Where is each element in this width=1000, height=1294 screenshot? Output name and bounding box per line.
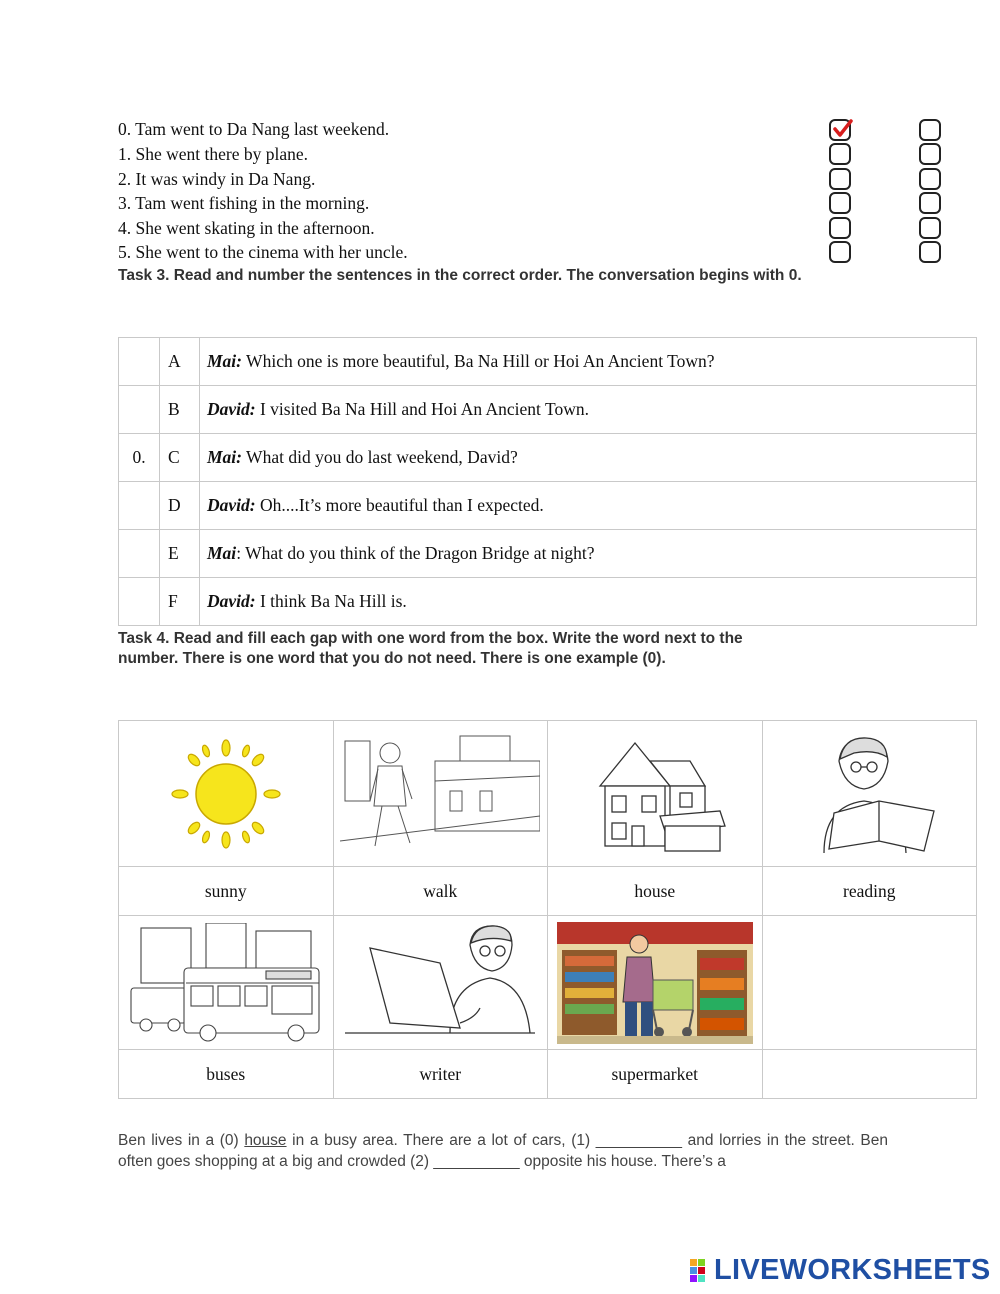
speaker: David:	[207, 495, 256, 515]
line-text: I think Ba Na Hill is.	[255, 591, 407, 611]
picture-cell	[119, 721, 334, 867]
order-input-b[interactable]	[119, 386, 160, 434]
checkbox-no-4[interactable]	[919, 217, 941, 239]
speaker: David:	[207, 399, 256, 419]
checkbox-no-2[interactable]	[919, 168, 941, 190]
row-letter: F	[160, 578, 200, 626]
speaker: Mai:	[207, 447, 242, 467]
line-text: Which one is more beautiful, Ba Na Hill or Hoi An Ancient Town?	[242, 351, 715, 371]
checkbox-yes-1[interactable]	[829, 143, 851, 165]
row-letter: B	[160, 386, 200, 434]
walking-man-icon	[340, 731, 540, 856]
speaker: Mai:	[207, 351, 242, 371]
checkbox-yes-4[interactable]	[829, 217, 851, 239]
order-input-a[interactable]	[119, 338, 160, 386]
checkbox-yes-5[interactable]	[829, 241, 851, 263]
line-text: : What do you think of the Dragon Bridge at night?	[236, 543, 595, 563]
task3-heading: Task 3. Read and number the sentences in the correct order. The conversation begins with 0.	[118, 267, 802, 284]
word-house: house	[548, 867, 763, 916]
checkbox-no-1[interactable]	[919, 143, 941, 165]
picture-cell	[333, 916, 548, 1050]
row-letter: C	[160, 434, 200, 482]
conversation-row-a	[119, 338, 977, 386]
picture-cell	[548, 916, 763, 1050]
conversation-row-c	[119, 434, 977, 482]
writer-laptop-icon	[340, 923, 540, 1043]
checkbox-yes-0[interactable]	[829, 119, 851, 141]
statement-4: 4. She went skating in the afternoon.	[118, 218, 375, 238]
line-text: I visited Ba Na Hill and Hoi An Ancient Town.	[255, 399, 589, 419]
picture-cell	[119, 916, 334, 1050]
word-reading: reading	[762, 867, 977, 916]
word-writer: writer	[333, 1050, 548, 1099]
order-example-c: 0.	[119, 434, 160, 482]
task4-heading-line2: number. There is one word that you do not need. There is one example (0).	[118, 650, 666, 667]
conversation-table	[118, 337, 977, 626]
statement-2: 2. It was windy in Da Nang.	[118, 169, 316, 189]
conversation-row-e	[119, 530, 977, 578]
empty-word-cell	[762, 1050, 977, 1099]
checkbox-no-0[interactable]	[919, 119, 941, 141]
statement-0: 0. Tam went to Da Nang last weekend.	[118, 119, 390, 139]
conversation-row-d	[119, 482, 977, 530]
picture-cell	[762, 721, 977, 867]
row-letter: D	[160, 482, 200, 530]
word-box-grid	[118, 720, 977, 1099]
statement-3: 3. Tam went fishing in the morning.	[118, 193, 370, 213]
word-walk: walk	[333, 867, 548, 916]
picture-cell	[548, 721, 763, 867]
conversation-line	[200, 578, 977, 626]
line-text: What did you do last weekend, David?	[242, 447, 518, 467]
row-letter: A	[160, 338, 200, 386]
word-buses: buses	[119, 1050, 334, 1099]
example-answer: house	[244, 1132, 287, 1149]
conversation-line	[200, 434, 977, 482]
supermarket-icon	[557, 922, 753, 1044]
conversation-line	[200, 338, 977, 386]
conversation-line	[200, 530, 977, 578]
task4-heading-line1: Task 4. Read and fill each gap with one word from the box. Write the word next to the	[118, 630, 743, 647]
checkbox-yes-2[interactable]	[829, 168, 851, 190]
order-input-e[interactable]	[119, 530, 160, 578]
checkbox-no-5[interactable]	[919, 241, 941, 263]
checkmark-icon	[832, 118, 854, 140]
conversation-row-f	[119, 578, 977, 626]
order-input-f[interactable]	[119, 578, 160, 626]
statement-5: 5. She went to the cinema with her uncle.	[118, 242, 408, 262]
checkbox-yes-3[interactable]	[829, 192, 851, 214]
passage-part-2: in a busy area. There are a lot of cars, (1) __________ and lorries in the street. Ben often goes shopping at a big and crowded (2) __________ opposite his house. There’s a	[118, 1132, 889, 1170]
task4-heading	[118, 629, 743, 669]
logo-text: LIVEWORKSHEETS	[714, 1253, 991, 1286]
row-letter: E	[160, 530, 200, 578]
logo-blocks-icon	[690, 1257, 714, 1283]
house-icon	[580, 731, 730, 856]
fill-gap-passage	[118, 1130, 888, 1172]
statement-1: 1. She went there by plane.	[118, 144, 309, 164]
conversation-line	[200, 482, 977, 530]
speaker: Mai	[207, 543, 237, 563]
sun-icon	[166, 734, 286, 854]
empty-picture-cell	[762, 916, 977, 1050]
conversation-line	[200, 386, 977, 434]
order-input-d[interactable]	[119, 482, 160, 530]
passage-part-1: Ben lives in a (0)	[118, 1132, 245, 1149]
checkbox-no-3[interactable]	[919, 192, 941, 214]
reading-boy-icon	[784, 731, 954, 856]
liveworksheets-logo	[690, 1254, 991, 1286]
buses-icon	[126, 923, 326, 1043]
word-sunny: sunny	[119, 867, 334, 916]
speaker: David:	[207, 591, 256, 611]
line-text: Oh....It’s more beautiful than I expected.	[255, 495, 544, 515]
picture-cell	[333, 721, 548, 867]
conversation-row-b	[119, 386, 977, 434]
word-supermarket: supermarket	[548, 1050, 763, 1099]
